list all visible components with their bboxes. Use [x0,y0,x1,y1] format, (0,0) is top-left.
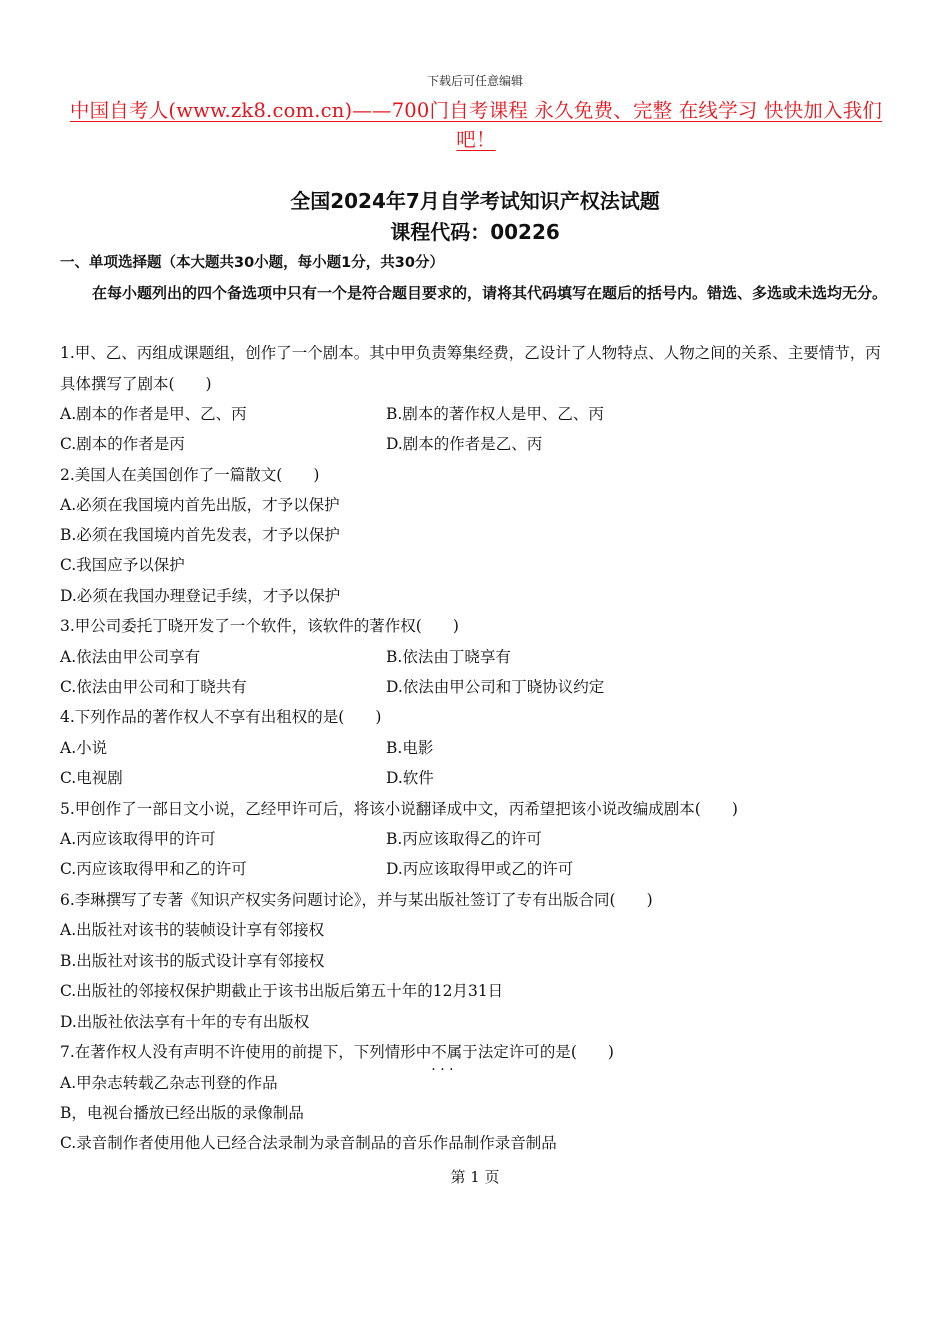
question-7-option-b: B，电视台播放已经出版的录像制品 [60,1104,304,1122]
question-2-stem: 2.美国人在美国创作了一篇散文( ) [60,466,320,484]
question-6-stem: 6.李琳撰写了专著《知识产权实务问题讨论》，并与某出版社签订了专有出版合同( ) [60,891,653,909]
question-3-option-d: D.依法由甲公司和丁晓协议约定 [386,678,605,696]
question-7-option-c: C.录音制作者使用他人已经合法录制为录音制品的音乐作品制作录音制品 [60,1134,557,1152]
question-6-option-a: A.出版社对该书的装帧设计享有邻接权 [60,921,325,939]
question-1-option-a: A.剧本的作者是甲、乙、丙 [60,405,247,423]
question-7-stem-before: 7.在著作权人没有声明不许使用的前提下，下列情形中 [60,1043,432,1061]
question-3-stem: 3.甲公司委托丁晓开发了一个软件，该软件的著作权( ) [60,617,459,635]
question-6-option-b: B.出版社对该书的版式设计享有邻接权 [60,952,325,970]
question-3-option-c: C.依法由甲公司和丁晓共有 [60,678,247,696]
question-3-option-b: B.依法由丁晓享有 [386,648,511,666]
question-3-option-a: A.依法由甲公司享有 [60,648,201,666]
question-7-stem-after: 法定许可的是( ) [477,1043,614,1061]
question-6-option-d: D.出版社依法享有十年的专有出版权 [60,1013,310,1031]
exam-title: 全国2024年7月自学考试知识产权法试题 [290,189,660,213]
question-5-option-d: D.丙应该取得甲或乙的许可 [386,860,574,878]
question-2-option-b: B.必须在我国境内首先发表，才予以保护 [60,526,340,544]
question-7-option-a: A.甲杂志转载乙杂志刊登的作品 [60,1074,278,1092]
question-5-option-c: C.丙应该取得甲和乙的许可 [60,860,247,878]
promo-link[interactable]: 中国自考人(www.zk8.com.cn)——700门自考课程 永久免费、完整 在线学习 快快加入我们吧！ [69,99,883,151]
question-7-emphasis: 不属于 · · · [431,1043,478,1061]
question-6-option-c: C.出版社的邻接权保护期截止于该书出版后第五十年的12月31日 [60,982,504,1000]
question-1-option-b: B.剧本的著作权人是甲、乙、丙 [386,405,604,423]
question-4-option-b: B.电影 [386,739,434,757]
question-2-option-a: A.必须在我国境内首先出版，才予以保护 [60,496,340,514]
question-7-stem [60,1041,614,1063]
question-4-option-c: C.电视剧 [60,769,123,787]
course-code: 课程代码：00226 [390,220,560,244]
page-number: 第 1 页 [450,1168,500,1186]
question-5-option-b: B.丙应该取得乙的许可 [386,830,542,848]
question-5-stem: 5.甲创作了一部日文小说，乙经甲许可后，将该小说翻译成中文，丙希望把该小说改编成剧本( ) [60,800,738,818]
question-5-option-a: A.丙应该取得甲的许可 [60,830,216,848]
question-2-option-d: D.必须在我国办理登记手续，才予以保护 [60,587,341,605]
header-note: 下载后可任意编辑 [426,74,523,88]
question-1-option-d: D.剧本的作者是乙、丙 [386,435,543,453]
instructions: 在每小题列出的四个备选项中只有一个是符合题目要求的，请将其代码填写在题后的括号内。错选、多选或未选均无分。 [92,284,888,302]
question-1-option-c: C.剧本的作者是丙 [60,435,185,453]
section-heading: 一、单项选择题（本大题共30小题，每小题1分，共30分） [60,255,444,271]
question-4-option-a: A.小说 [60,739,108,757]
question-4-option-d: D.软件 [386,769,434,787]
question-2-option-c: C.我国应予以保护 [60,556,185,574]
question-4-stem: 4.下列作品的著作权人不享有出租权的是( ) [60,708,382,726]
question-1-stem: 1.甲、乙、丙组成课题组，创作了一个剧本。其中甲负责筹集经费，乙设计了人物特点、人物之间的关系、主要情节，丙具体撰写了剧本( ) [60,344,881,393]
